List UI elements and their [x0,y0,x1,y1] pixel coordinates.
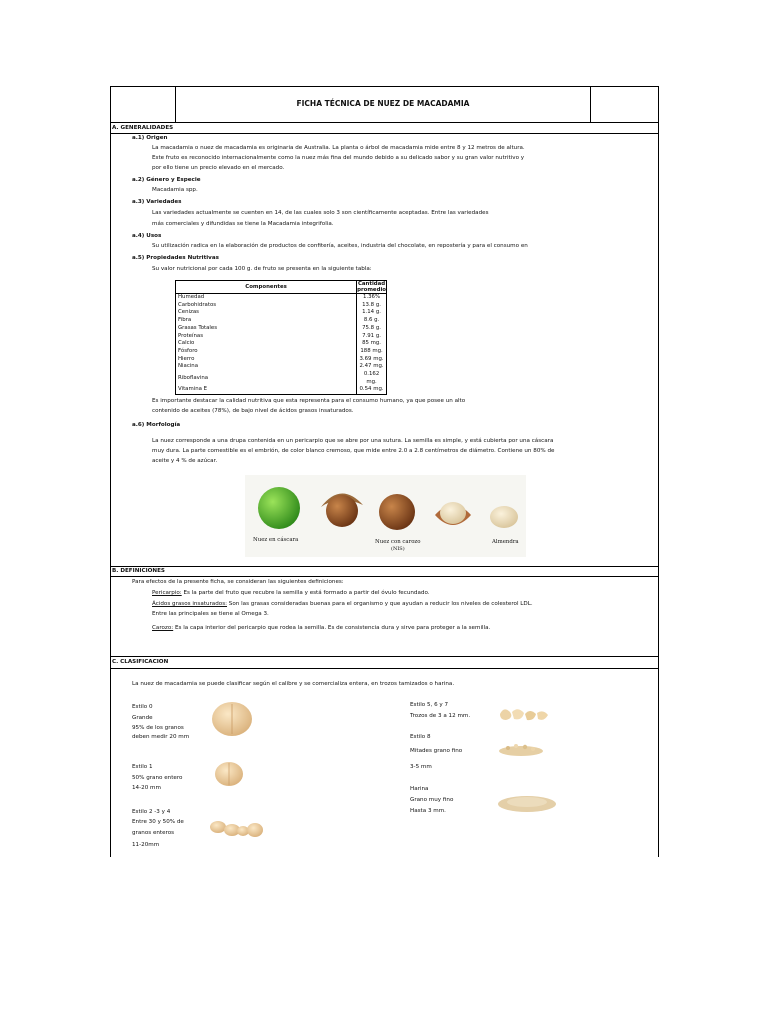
genero-heading: a.2) Género y Especie [132,177,201,183]
flour-line: Harina [410,786,429,792]
style-2-4-line: Estilo 2 -3 y 4 [132,809,171,815]
table-row [176,309,387,317]
amount-cell: 13.8 g. [362,301,381,308]
column-header: Componentes [176,281,357,294]
whole-kernel-large-image [210,700,254,738]
macadamia-figure [245,475,526,557]
classification-intro: La nuez de macadamia se puede clasificar según el calibre y se comercializa entera, en trozos tamizados o harina. [132,681,455,687]
usos-text: Su utilización radica en la elaboración de productos de confitería, aceites, industria del chocolate, en repostería y para el consumo en [152,243,528,249]
divider [110,122,658,123]
definition-text: Es la parte del fruto que recubre la semilla y está formado a partir del óvulo fecundado. [181,590,430,596]
propiedades-note: Es importante destacar la calidad nutritiva que esta representa para el consumo humano, ya que posee un alto [152,398,466,404]
origen-line: La macadamia o nuez de macadamia es originaria de Australia. La planta o árbol de macadamia mide entre 8 y 12 metros de altura. [152,145,525,151]
divider [110,566,658,567]
definition-term: Ácidos grasos insaturados: [152,601,228,607]
style-0-line: Grande [132,715,153,721]
style-2-4-line: Entre 30 y 50% de [132,819,184,825]
style-0-line: Estilo 0 [132,704,153,710]
page-title: FICHA TÉCNICA DE NUEZ DE MACADAMIA [296,99,470,108]
variedades-line: Las variedades actualmente se cuenten en 14, de las cuales solo 3 son científicamente aceptadas. Entre las variedades [152,210,489,216]
figure-label: Almendra [492,539,519,545]
origen-line: Este fruto es reconocido internacionalmente como la nuez más fina del mundo debido a su delicado sabor y su gran valor nutritivo y [152,155,525,161]
amount-cell: 75.8 g. [362,324,381,331]
divider [110,668,658,669]
style-0-line: 95% de los granos [132,725,184,731]
flour-line: Hasta 3 mm. [410,808,446,814]
amount-cell: 188 mg. [360,347,383,354]
variedades-line: más comerciales y difundidas se tiene la Macadamia integrifolia. [152,221,334,227]
divider [110,656,658,657]
figure-label: Nuez en cáscara [253,537,299,543]
amount-cell: 3.69 mg. [359,355,384,362]
component-cell: Riboflavina [176,371,357,386]
definition-acidos [152,601,533,608]
amount-cell: 8.6 g. [363,317,380,324]
style-5-7-line: Estilo 5, 6 y 7 [410,702,449,708]
usos-heading: a.4) Usos [132,233,162,239]
mixed-kernels-image [208,818,264,840]
divider [110,576,658,577]
flour-image [496,792,558,814]
definition-text: Entre las principales se tiene al Omega 3. [152,611,269,617]
component-cell: Calcio [176,340,357,348]
flour-line: Grano muy fino [410,797,454,803]
table-row [176,363,387,371]
definition-text: Son las grasas consideradas buenas para el organismo y que ayudan a reducir los niveles de colesterol LDL. [227,601,533,607]
style-8-line: Estilo 8 [410,734,431,740]
table-row [176,325,387,333]
document-frame [110,86,659,857]
whole-kernel-medium-image [213,760,245,788]
definition-term: Pericarpio: [152,590,182,596]
component-cell: Hierro [176,356,357,364]
morfologia-line: muy dura. La parte comestible es el embrión, de color blanco cremoso, que mide entre 2.0 a 2.8 centímetros de diámetro. Contiene un 80% de [152,448,555,454]
genero-text: Macadamia spp. [152,187,198,193]
propiedades-note: contenido de aceites (78%), de bajo nivel de ácidos grasos insaturados. [152,408,354,414]
component-cell: Fibra [176,317,357,325]
figure-label: (NIS) [391,546,405,552]
style-8-line: Mitades grano fino [410,748,463,754]
definition-text: Es la capa interior del pericarpio que rodea la semilla. Es de consistencia dura y sirve para proteger a la semilla. [173,625,491,631]
morfologia-heading: a.6) Morfología [132,422,181,428]
section-b-heading: B. DEFINICIONES [112,568,165,574]
style-2-4-line: granos enteros [132,830,175,836]
component-cell: Carbohidratos [176,302,357,310]
table-row [176,348,387,356]
style-1-line: Estilo 1 [132,764,153,770]
component-cell: Proteínas [176,333,357,341]
component-cell: Grasas Totales [176,325,357,333]
definition-term: Carozo: [152,625,174,631]
section-a-heading: A. GENERALIDADES [112,125,174,131]
variedades-heading: a.3) Variedades [132,199,182,205]
divider [110,133,658,134]
style-1-line: 50% grano entero [132,775,183,781]
style-2-4-line: 11-20mm [132,842,160,848]
table-row [176,302,387,310]
table-row [176,317,387,325]
component-cell: Niacina [176,363,357,371]
style-8-line: 3-5 mm [410,764,432,770]
column-header: Cantidad promedio [357,281,386,293]
figure-label: Nuez con carozo [375,539,421,545]
pieces-image [496,704,552,726]
origen-line: por ello tiene un precio elevado en el mercado. [152,165,285,171]
component-cell: Vitamina E [176,386,357,394]
table-row [176,356,387,364]
divider [590,86,591,122]
table-row [176,340,387,348]
morfologia-line: aceite y 4 % de azúcar. [152,458,218,464]
halves-fine-image [496,740,546,758]
definition-carozo [152,625,490,632]
table-row [176,333,387,341]
amount-cell: 7.91 g. [362,332,381,339]
amount-cell: 0.162 mg. [363,371,380,385]
style-5-7-line: Trozos de 3 a 12 mm. [410,713,471,719]
amount-cell: 1.36% [362,294,381,300]
component-cell: Humedad [176,294,357,302]
table-row [176,371,387,386]
nutrition-table [175,280,387,395]
style-1-line: 14-20 mm [132,785,161,791]
table-header-row [176,281,387,294]
definition-omega [152,611,269,618]
morfologia-line: La nuez corresponde a una drupa contenida en un pericarpio que se abre por una sutura. La semilla es simple, y está cubierta por una cáscara [152,438,554,444]
table-row [176,386,387,394]
definitions-intro: Para efectos de la presente ficha, se consideran las siguientes definiciones: [132,579,344,585]
style-0-line: deben medir 20 mm [132,734,190,740]
amount-cell: 1.14 g. [362,309,381,316]
component-cell: Cenizas [176,309,357,317]
table-row [176,294,387,302]
amount-cell: 2.47 mg. [359,363,384,370]
amount-cell: 85 mg. [362,340,382,347]
propiedades-intro: Su valor nutricional por cada 100 g. de fruto se presenta en la siguiente tabla: [152,266,372,272]
section-c-heading: C. CLASIFICACION [112,659,169,665]
origen-heading: a.1) Origen [132,135,168,141]
component-cell: Fósforo [176,348,357,356]
propiedades-heading: a.5) Propiedades Nutritivas [132,255,219,261]
definition-pericarpio [152,590,430,597]
amount-cell: 0.54 mg. [359,386,384,393]
